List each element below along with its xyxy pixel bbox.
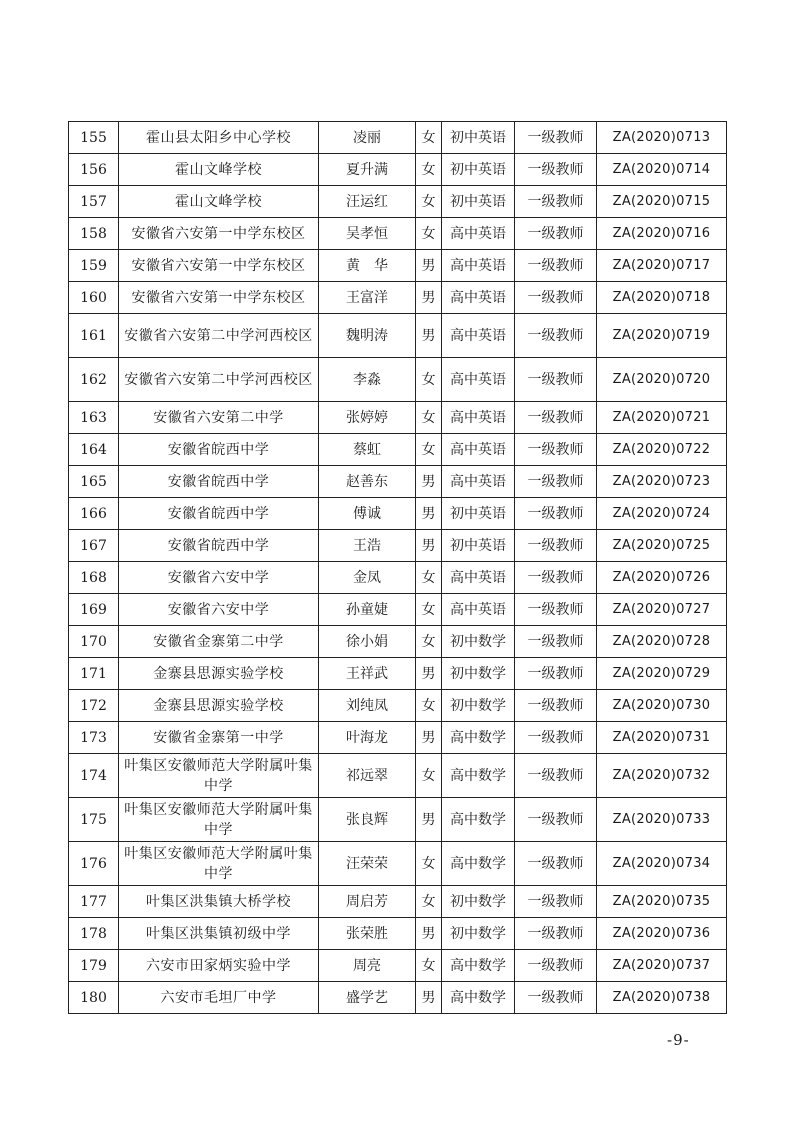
- table-row: [69, 186, 727, 218]
- table-row: [69, 498, 727, 530]
- gender-cell: 女: [416, 562, 442, 594]
- title-cell: 一级教师: [515, 690, 597, 722]
- certificate-number-cell: ZA(2020)0726: [597, 562, 727, 594]
- gender-cell: 女: [416, 690, 442, 722]
- teacher-name-cell: 夏升满: [319, 154, 416, 186]
- table-row: [69, 626, 727, 658]
- school-cell: 叶集区洪集镇大桥学校: [119, 886, 319, 918]
- title-cell: 一级教师: [515, 154, 597, 186]
- teacher-name-cell: 王富洋: [319, 282, 416, 314]
- table-row: [69, 314, 727, 358]
- subject-cell: 高中英语: [442, 466, 515, 498]
- subject-cell: 高中英语: [442, 250, 515, 282]
- title-cell: 一级教师: [515, 886, 597, 918]
- teacher-name-cell: 李淼: [319, 358, 416, 402]
- table-row: [69, 658, 727, 690]
- table-row: [69, 950, 727, 982]
- teacher-name-cell: 王祥武: [319, 658, 416, 690]
- school-cell: 六安市毛坦厂中学: [119, 982, 319, 1014]
- table-row: [69, 886, 727, 918]
- school-cell: 霍山文峰学校: [119, 154, 319, 186]
- row-number-cell: 175: [69, 798, 119, 842]
- school-cell: 叶集区安徽师范大学附属叶集中学: [119, 754, 319, 798]
- gender-cell: 女: [416, 218, 442, 250]
- school-cell: 金寨县思源实验学校: [119, 658, 319, 690]
- subject-cell: 初中数学: [442, 918, 515, 950]
- subject-cell: 高中数学: [442, 982, 515, 1014]
- certificate-number-cell: ZA(2020)0736: [597, 918, 727, 950]
- subject-cell: 高中数学: [442, 950, 515, 982]
- gender-cell: 女: [416, 402, 442, 434]
- gender-cell: 女: [416, 886, 442, 918]
- subject-cell: 高中英语: [442, 218, 515, 250]
- table-row: [69, 402, 727, 434]
- gender-cell: 男: [416, 722, 442, 754]
- title-cell: 一级教师: [515, 218, 597, 250]
- school-cell: 安徽省金寨第一中学: [119, 722, 319, 754]
- certificate-number-cell: ZA(2020)0723: [597, 466, 727, 498]
- certificate-number-cell: ZA(2020)0718: [597, 282, 727, 314]
- school-cell: 六安市田家炳实验中学: [119, 950, 319, 982]
- row-number-cell: 164: [69, 434, 119, 466]
- teacher-name-cell: 周亮: [319, 950, 416, 982]
- table-row: [69, 722, 727, 754]
- teacher-name-cell: 张荣胜: [319, 918, 416, 950]
- school-cell: 安徽省六安第二中学: [119, 402, 319, 434]
- school-cell: 安徽省六安第一中学东校区: [119, 282, 319, 314]
- certificate-number-cell: ZA(2020)0729: [597, 658, 727, 690]
- row-number-cell: 157: [69, 186, 119, 218]
- school-cell: 安徽省金寨第二中学: [119, 626, 319, 658]
- row-number-cell: 171: [69, 658, 119, 690]
- table-row: [69, 798, 727, 842]
- row-number-cell: 158: [69, 218, 119, 250]
- certificate-number-cell: ZA(2020)0722: [597, 434, 727, 466]
- table-row: [69, 154, 727, 186]
- certificate-number-cell: ZA(2020)0714: [597, 154, 727, 186]
- row-number-cell: 172: [69, 690, 119, 722]
- subject-cell: 高中英语: [442, 594, 515, 626]
- title-cell: 一级教师: [515, 982, 597, 1014]
- gender-cell: 男: [416, 798, 442, 842]
- certificate-number-cell: ZA(2020)0737: [597, 950, 727, 982]
- gender-cell: 女: [416, 594, 442, 626]
- gender-cell: 女: [416, 842, 442, 886]
- title-cell: 一级教师: [515, 282, 597, 314]
- row-number-cell: 162: [69, 358, 119, 402]
- title-cell: 一级教师: [515, 658, 597, 690]
- teacher-name-cell: 黄 华: [319, 250, 416, 282]
- table-row: [69, 122, 727, 154]
- teacher-name-cell: 周启芳: [319, 886, 416, 918]
- school-cell: 叶集区安徽师范大学附属叶集中学: [119, 842, 319, 886]
- row-number-cell: 178: [69, 918, 119, 950]
- row-number-cell: 176: [69, 842, 119, 886]
- school-cell: 安徽省六安中学: [119, 594, 319, 626]
- teacher-name-cell: 盛学艺: [319, 982, 416, 1014]
- school-cell: 安徽省六安第一中学东校区: [119, 218, 319, 250]
- teacher-name-cell: 金凤: [319, 562, 416, 594]
- table-row: [69, 530, 727, 562]
- row-number-cell: 173: [69, 722, 119, 754]
- gender-cell: 男: [416, 250, 442, 282]
- certificate-number-cell: ZA(2020)0735: [597, 886, 727, 918]
- teacher-name-cell: 蔡虹: [319, 434, 416, 466]
- subject-cell: 初中数学: [442, 626, 515, 658]
- teacher-name-cell: 祁远翠: [319, 754, 416, 798]
- school-cell: 霍山县太阳乡中心学校: [119, 122, 319, 154]
- subject-cell: 初中英语: [442, 122, 515, 154]
- title-cell: 一级教师: [515, 186, 597, 218]
- school-cell: 安徽省六安中学: [119, 562, 319, 594]
- gender-cell: 女: [416, 434, 442, 466]
- subject-cell: 高中数学: [442, 754, 515, 798]
- subject-cell: 初中数学: [442, 690, 515, 722]
- title-cell: 一级教师: [515, 498, 597, 530]
- table-row: [69, 918, 727, 950]
- certificate-number-cell: ZA(2020)0727: [597, 594, 727, 626]
- title-cell: 一级教师: [515, 918, 597, 950]
- title-cell: 一级教师: [515, 626, 597, 658]
- certificate-number-cell: ZA(2020)0738: [597, 982, 727, 1014]
- subject-cell: 高中英语: [442, 282, 515, 314]
- table-row: [69, 754, 727, 798]
- gender-cell: 女: [416, 186, 442, 218]
- subject-cell: 高中数学: [442, 798, 515, 842]
- table-row: [69, 594, 727, 626]
- subject-cell: 高中英语: [442, 434, 515, 466]
- certificate-number-cell: ZA(2020)0732: [597, 754, 727, 798]
- gender-cell: 女: [416, 754, 442, 798]
- subject-cell: 高中数学: [442, 722, 515, 754]
- table-row: [69, 466, 727, 498]
- subject-cell: 初中数学: [442, 658, 515, 690]
- table-row: [69, 562, 727, 594]
- teacher-name-cell: 孙童婕: [319, 594, 416, 626]
- certificate-number-cell: ZA(2020)0724: [597, 498, 727, 530]
- gender-cell: 女: [416, 358, 442, 402]
- row-number-cell: 167: [69, 530, 119, 562]
- row-number-cell: 168: [69, 562, 119, 594]
- page-number: -9-: [667, 1031, 690, 1049]
- certificate-number-cell: ZA(2020)0721: [597, 402, 727, 434]
- teacher-name-cell: 汪荣荣: [319, 842, 416, 886]
- title-cell: 一级教师: [515, 358, 597, 402]
- row-number-cell: 155: [69, 122, 119, 154]
- subject-cell: 高中英语: [442, 402, 515, 434]
- row-number-cell: 163: [69, 402, 119, 434]
- certificate-number-cell: ZA(2020)0719: [597, 314, 727, 358]
- table-row: [69, 434, 727, 466]
- subject-cell: 初中数学: [442, 886, 515, 918]
- title-cell: 一级教师: [515, 314, 597, 358]
- title-cell: 一级教师: [515, 842, 597, 886]
- table-row: [69, 842, 727, 886]
- title-cell: 一级教师: [515, 562, 597, 594]
- gender-cell: 女: [416, 154, 442, 186]
- title-cell: 一级教师: [515, 594, 597, 626]
- school-cell: 安徽省六安第二中学河西校区: [119, 314, 319, 358]
- school-cell: 安徽省皖西中学: [119, 466, 319, 498]
- teacher-name-cell: 赵善东: [319, 466, 416, 498]
- school-cell: 安徽省皖西中学: [119, 498, 319, 530]
- title-cell: 一级教师: [515, 466, 597, 498]
- gender-cell: 男: [416, 466, 442, 498]
- teacher-name-cell: 张良辉: [319, 798, 416, 842]
- school-cell: 金寨县思源实验学校: [119, 690, 319, 722]
- certificate-number-cell: ZA(2020)0733: [597, 798, 727, 842]
- certificate-number-cell: ZA(2020)0734: [597, 842, 727, 886]
- school-cell: 安徽省六安第一中学东校区: [119, 250, 319, 282]
- school-cell: 叶集区安徽师范大学附属叶集中学: [119, 798, 319, 842]
- teacher-name-cell: 傅诚: [319, 498, 416, 530]
- gender-cell: 男: [416, 982, 442, 1014]
- teacher-roster-table: [68, 121, 727, 1014]
- row-number-cell: 180: [69, 982, 119, 1014]
- title-cell: 一级教师: [515, 250, 597, 282]
- gender-cell: 男: [416, 918, 442, 950]
- subject-cell: 初中英语: [442, 530, 515, 562]
- teacher-name-cell: 吴孝恒: [319, 218, 416, 250]
- row-number-cell: 166: [69, 498, 119, 530]
- table-row: [69, 282, 727, 314]
- certificate-number-cell: ZA(2020)0730: [597, 690, 727, 722]
- roster-body: [69, 122, 727, 1014]
- title-cell: 一级教师: [515, 122, 597, 154]
- title-cell: 一级教师: [515, 722, 597, 754]
- school-cell: 霍山文峰学校: [119, 186, 319, 218]
- table-row: [69, 982, 727, 1014]
- row-number-cell: 156: [69, 154, 119, 186]
- table-row: [69, 358, 727, 402]
- teacher-name-cell: 徐小娟: [319, 626, 416, 658]
- certificate-number-cell: ZA(2020)0725: [597, 530, 727, 562]
- certificate-number-cell: ZA(2020)0713: [597, 122, 727, 154]
- row-number-cell: 165: [69, 466, 119, 498]
- table-row: [69, 250, 727, 282]
- gender-cell: 男: [416, 658, 442, 690]
- school-cell: 叶集区洪集镇初级中学: [119, 918, 319, 950]
- row-number-cell: 174: [69, 754, 119, 798]
- school-cell: 安徽省皖西中学: [119, 434, 319, 466]
- teacher-name-cell: 王浩: [319, 530, 416, 562]
- gender-cell: 男: [416, 530, 442, 562]
- certificate-number-cell: ZA(2020)0731: [597, 722, 727, 754]
- subject-cell: 初中英语: [442, 186, 515, 218]
- row-number-cell: 179: [69, 950, 119, 982]
- table-row: [69, 218, 727, 250]
- gender-cell: 男: [416, 282, 442, 314]
- teacher-name-cell: 凌丽: [319, 122, 416, 154]
- teacher-name-cell: 刘纯凤: [319, 690, 416, 722]
- title-cell: 一级教师: [515, 798, 597, 842]
- subject-cell: 高中英语: [442, 562, 515, 594]
- row-number-cell: 160: [69, 282, 119, 314]
- title-cell: 一级教师: [515, 754, 597, 798]
- teacher-name-cell: 叶海龙: [319, 722, 416, 754]
- subject-cell: 高中英语: [442, 314, 515, 358]
- gender-cell: 男: [416, 498, 442, 530]
- subject-cell: 初中英语: [442, 498, 515, 530]
- teacher-name-cell: 魏明涛: [319, 314, 416, 358]
- row-number-cell: 161: [69, 314, 119, 358]
- subject-cell: 高中数学: [442, 842, 515, 886]
- certificate-number-cell: ZA(2020)0720: [597, 358, 727, 402]
- subject-cell: 初中英语: [442, 154, 515, 186]
- row-number-cell: 169: [69, 594, 119, 626]
- certificate-number-cell: ZA(2020)0717: [597, 250, 727, 282]
- table-row: [69, 690, 727, 722]
- teacher-name-cell: 汪运红: [319, 186, 416, 218]
- gender-cell: 女: [416, 122, 442, 154]
- school-cell: 安徽省六安第二中学河西校区: [119, 358, 319, 402]
- title-cell: 一级教师: [515, 434, 597, 466]
- gender-cell: 女: [416, 950, 442, 982]
- certificate-number-cell: ZA(2020)0728: [597, 626, 727, 658]
- title-cell: 一级教师: [515, 950, 597, 982]
- subject-cell: 高中英语: [442, 358, 515, 402]
- gender-cell: 男: [416, 314, 442, 358]
- teacher-name-cell: 张婷婷: [319, 402, 416, 434]
- row-number-cell: 159: [69, 250, 119, 282]
- gender-cell: 女: [416, 626, 442, 658]
- certificate-number-cell: ZA(2020)0716: [597, 218, 727, 250]
- title-cell: 一级教师: [515, 402, 597, 434]
- certificate-number-cell: ZA(2020)0715: [597, 186, 727, 218]
- row-number-cell: 170: [69, 626, 119, 658]
- school-cell: 安徽省皖西中学: [119, 530, 319, 562]
- title-cell: 一级教师: [515, 530, 597, 562]
- row-number-cell: 177: [69, 886, 119, 918]
